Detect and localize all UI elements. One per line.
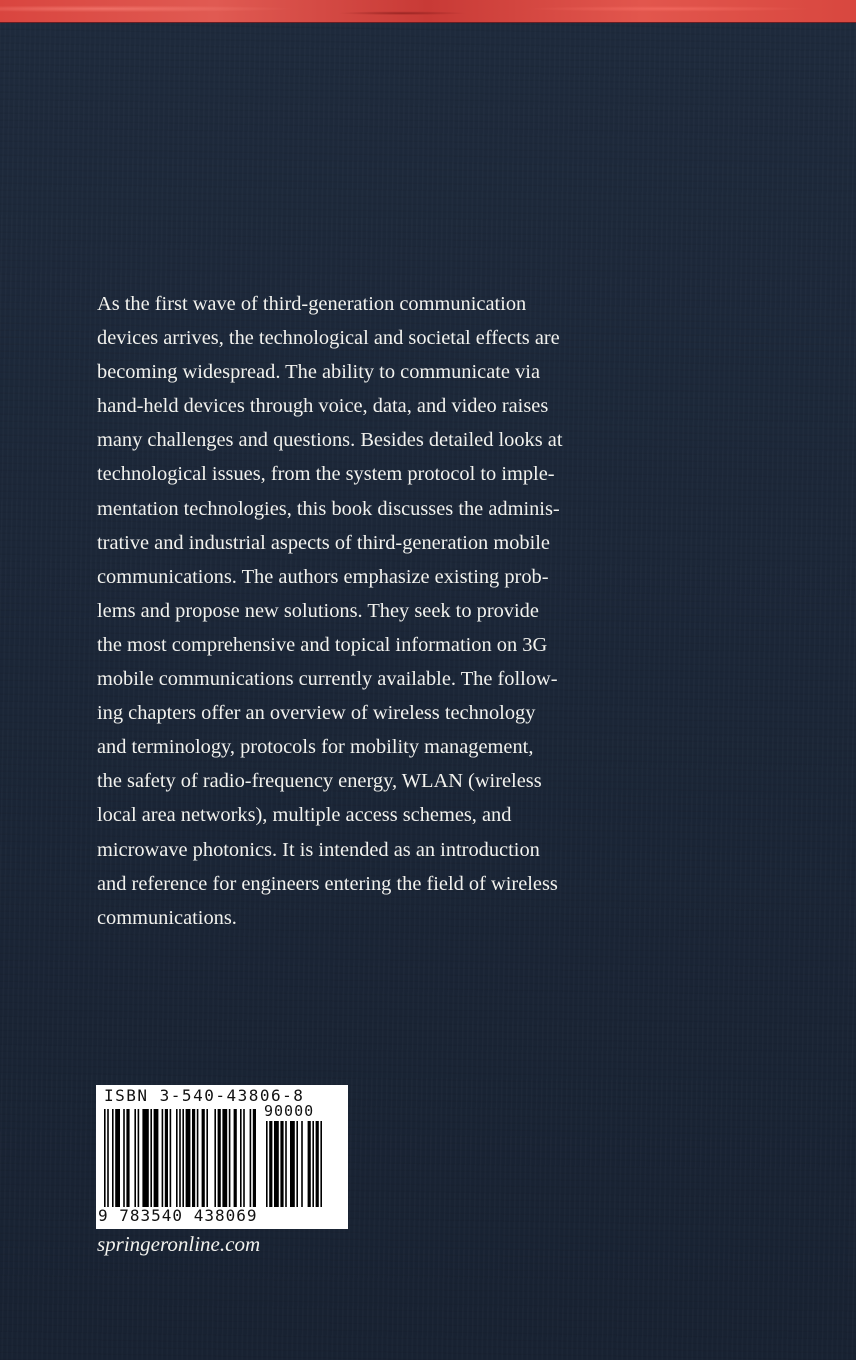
- blurb-line: and reference for engineers entering the field of wireless: [97, 872, 558, 895]
- barcode-bar: [126, 1109, 129, 1207]
- barcode-bar: [112, 1109, 114, 1207]
- barcode-bar: [214, 1109, 216, 1207]
- blurb-line: lems and propose new solutions. They seek to provide: [97, 599, 539, 622]
- barcode-bar: [285, 1121, 287, 1207]
- publisher-website: springeronline.com: [97, 1232, 261, 1256]
- blurb-line: microwave photonics. It is intended as an introduction: [97, 838, 540, 861]
- barcode-bar: [320, 1121, 322, 1207]
- barcode-bar: [243, 1109, 245, 1207]
- barcode-bar: [206, 1109, 208, 1207]
- blurb-line: As the first wave of third-generation communication: [97, 293, 527, 315]
- barcode-bar: [301, 1121, 303, 1207]
- barcode-bar: [234, 1109, 237, 1207]
- barcode-bar: [266, 1121, 268, 1207]
- blurb-line: communications.: [97, 906, 237, 929]
- barcode-bar: [107, 1109, 109, 1207]
- blurb-line: and terminology, protocols for mobility management,: [97, 736, 534, 759]
- price-addon-number: 90000: [264, 1102, 315, 1120]
- barcode-bar: [104, 1109, 106, 1207]
- barcode-bar: [138, 1109, 140, 1207]
- blurb-line: technological issues, from the system protocol to imple-: [97, 463, 555, 486]
- blurb-line: mentation technologies, this book discusses the adminis-: [97, 497, 560, 520]
- blurb-line: hand-held devices through voice, data, and video raises: [97, 395, 549, 418]
- barcode-bar: [182, 1109, 184, 1207]
- isbn-barcode-box: [96, 1085, 348, 1229]
- cover-top-band: [0, 0, 856, 23]
- barcode-bar: [296, 1121, 298, 1207]
- blurb-line: the most comprehensive and topical information on 3G: [97, 633, 548, 656]
- barcode-bar: [154, 1109, 159, 1207]
- barcode-bar: [165, 1109, 168, 1207]
- barcode-bar: [290, 1121, 295, 1207]
- blurb-line: trative and industrial aspects of third-generation mobile: [97, 531, 550, 554]
- barcode-bar: [134, 1109, 136, 1207]
- barcode-bar: [274, 1121, 279, 1207]
- barcode-bar: [253, 1109, 256, 1207]
- barcode-bar: [192, 1109, 195, 1207]
- barcode-bar: [222, 1109, 227, 1207]
- barcode-bar: [115, 1109, 120, 1207]
- barcode-bar: [123, 1109, 125, 1207]
- barcode-bar: [229, 1109, 231, 1207]
- isbn-number: ISBN 3-540-43806-8: [104, 1086, 305, 1105]
- barcode-bar: [269, 1121, 272, 1207]
- blurb-line: devices arrives, the technological and societal effects are: [97, 327, 560, 350]
- barcode-bar: [240, 1109, 242, 1207]
- blurb-line: local area networks), multiple access schemes, and: [97, 804, 512, 827]
- barcode-bar: [162, 1109, 164, 1207]
- blurb-line: the safety of radio-frequency energy, WLAN (wireless: [97, 770, 542, 793]
- blurb-line: communications. The authors emphasize existing prob-: [97, 565, 549, 588]
- barcode-bar: [316, 1121, 319, 1207]
- ean-number: 9 783540 438069: [98, 1206, 258, 1225]
- barcode-bar: [186, 1109, 191, 1207]
- barcode-bar: [142, 1109, 148, 1207]
- blurb-line: mobile communications currently available. The follow-: [97, 668, 558, 691]
- barcode-bar: [308, 1121, 311, 1207]
- barcode-bar: [280, 1121, 283, 1207]
- back-cover-blurb: [97, 287, 617, 935]
- barcode-bar: [202, 1109, 205, 1207]
- ean-barcode-icon: [104, 1109, 256, 1207]
- barcode-bar: [312, 1121, 314, 1207]
- barcode-bar: [170, 1109, 172, 1207]
- barcode-bar: [197, 1109, 199, 1207]
- blurb-line: ing chapters offer an overview of wireless technology: [97, 702, 536, 725]
- blurb-line: many challenges and questions. Besides detailed looks at: [97, 429, 563, 452]
- barcode-bar: [150, 1109, 152, 1207]
- barcode-bar: [218, 1109, 221, 1207]
- barcode-bar: [176, 1109, 178, 1207]
- barcode-bar: [179, 1109, 181, 1207]
- barcode-bar: [250, 1109, 252, 1207]
- blurb-line: becoming widespread. The ability to communicate via: [97, 361, 540, 384]
- addon-barcode-icon: [266, 1121, 342, 1207]
